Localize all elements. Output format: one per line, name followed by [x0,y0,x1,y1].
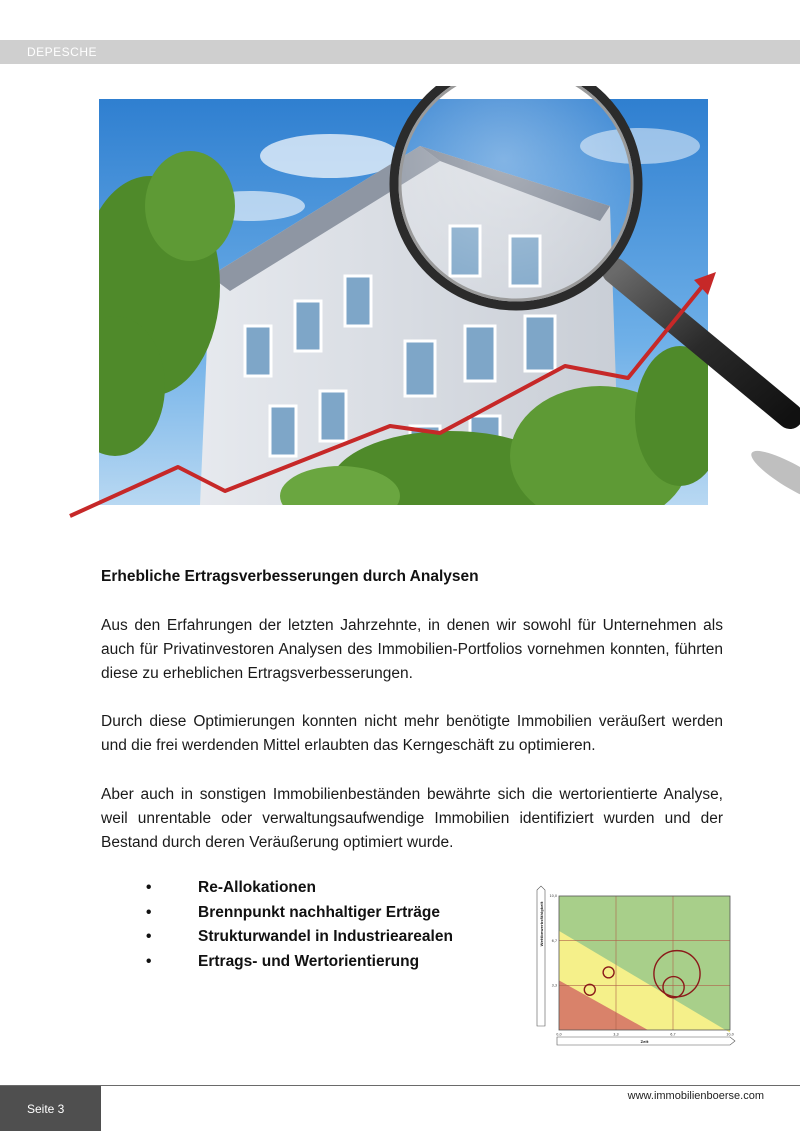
article-paragraph: Aber auch in sonstigen Immobilienbeständen bewährte sich die wertorientierte Analyse, weil unrentable oder verwaltungsaufwendige Immobilien identifiziert wurden und der Bestand durch deren Veräußerung optimiert wurde. [101,786,723,851]
hero-illustration [0,86,800,526]
bullet-icon: • [146,928,152,945]
list-item-text: Strukturwandel in Industriearealen [198,928,453,945]
article-heading: Erhebliche Ertragsverbesserungen durch Analysen [101,568,479,585]
y-tick-label: 10,0 [549,894,557,899]
x-tick-label: 10,0 [726,1032,734,1037]
x-tick-label: 3,3 [613,1032,619,1037]
list-item-text: Ertrags- und Wertorientierung [198,952,420,970]
header-bar [0,40,800,64]
page-number-box [0,1086,101,1131]
website-url: www.immobilienboerse.com [627,1090,764,1102]
bullet-icon: • [146,879,152,896]
chart-zones [559,896,730,1033]
x-axis-label: Zeit [640,1040,649,1044]
x-tick-label: 0,0 [556,1032,562,1037]
y-tick-label: 3,3 [551,983,557,988]
article-paragraph: Aus den Erfahrungen der letzten Jahrzehnte, in denen wir sowohl für Unternehmen als auch für Privatinvestoren Analysen des Immobilien-Portfolios vornehmen konnten, führten diese zu erheblichen Ertragsverbesserungen. [101,617,723,682]
portfolio-matrix-chart [532,884,740,1052]
bullet-icon: • [146,903,152,921]
list-item-text: Brennpunkt nachhaltiger Erträge [198,903,441,921]
article-paragraph: Durch diese Optimierungen konnten nicht mehr benötigte Immobilien veräußert werden und die frei werdenden Mittel erlaubten das Kerngeschäft zu optimieren. [101,713,723,754]
y-tick-label: 6,7 [551,938,557,943]
y-axis-label: Wettbewerbsfähigkeit [540,901,544,947]
x-tick-label: 6,7 [670,1032,676,1037]
list-item-text: Re-Allokationen [198,879,316,896]
page-number: Seite 3 [27,1102,65,1116]
footer-divider [0,1085,800,1086]
section-label: DEPESCHE [27,45,98,59]
bullet-icon: • [146,952,152,970]
